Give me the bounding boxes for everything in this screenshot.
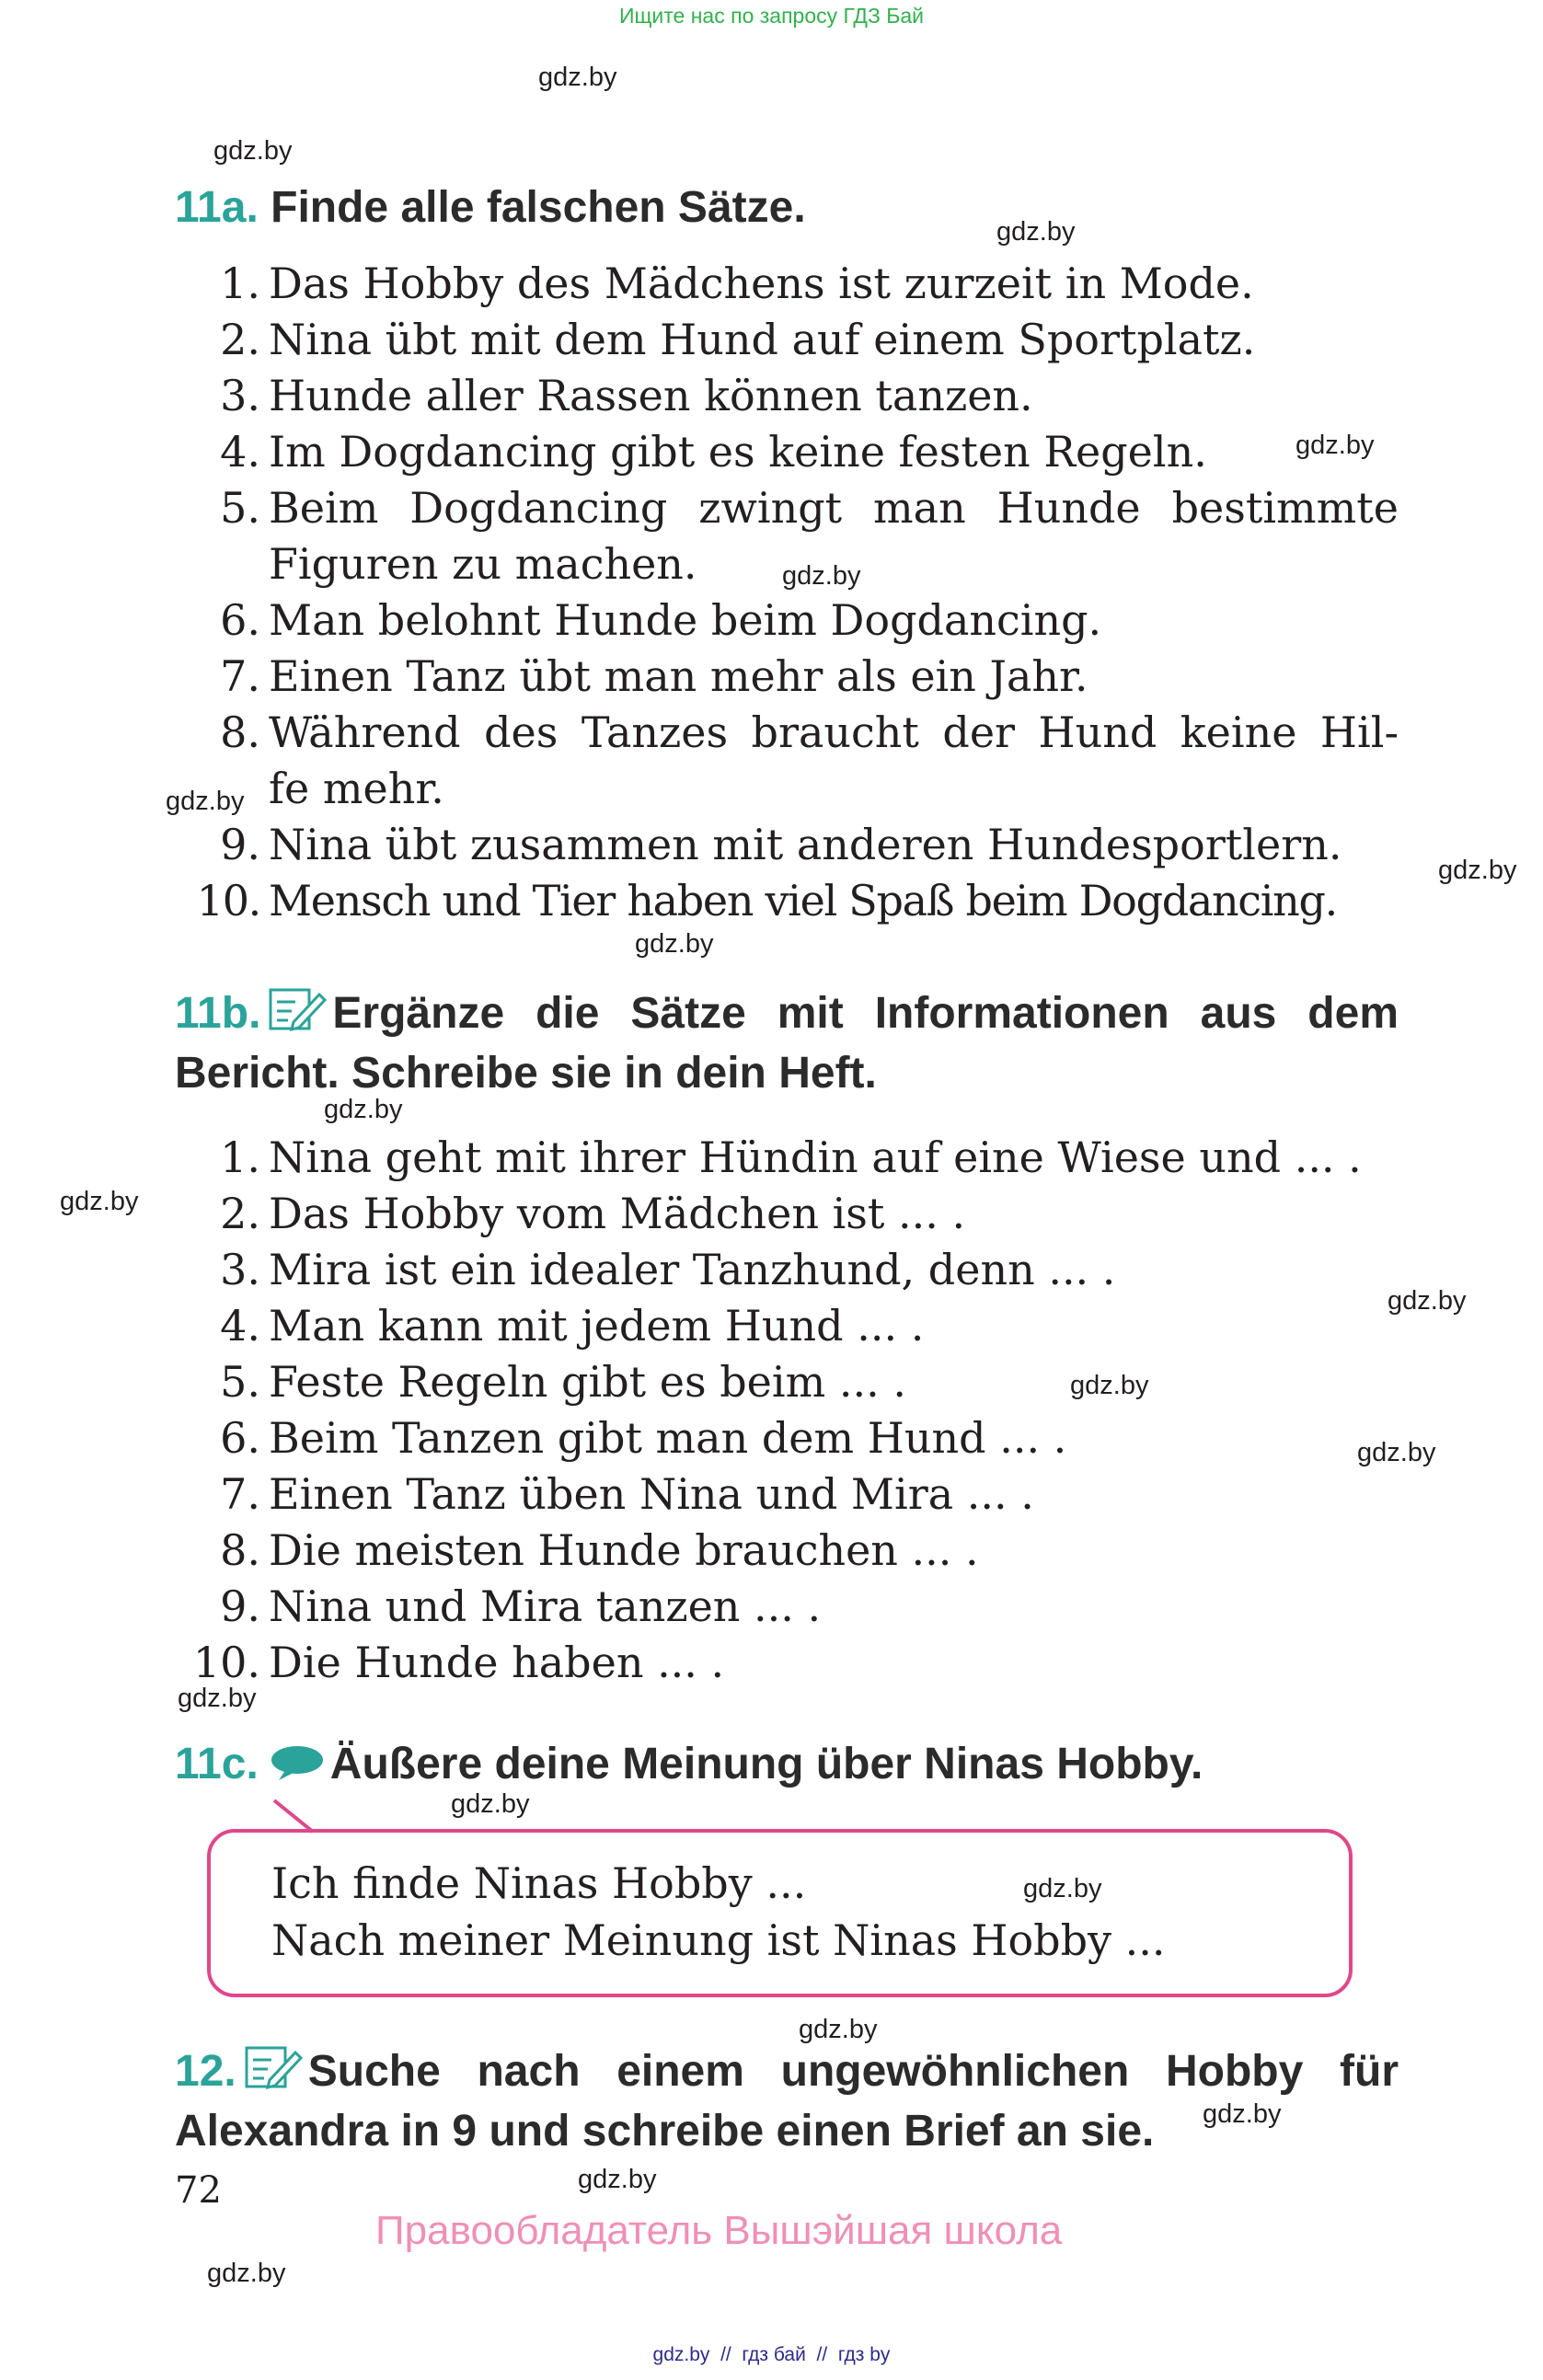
item-text: Hunde aller Rassen können tanzen.	[269, 371, 1033, 420]
item-number: 6.	[220, 595, 260, 645]
item-text: Die meisten Hunde brauchen ... .	[269, 1525, 979, 1575]
watermark: gdz.by	[1295, 431, 1375, 460]
watermark: gdz.by	[1388, 1286, 1467, 1316]
item-text: Man belohnt Hunde beim Dogdancing.	[269, 595, 1102, 645]
watermark: gdz.by	[1357, 1438, 1436, 1467]
task-title-line: Bericht. Schreibe sie in dein Heft.	[175, 1049, 877, 1098]
watermark: gdz.by	[166, 787, 245, 816]
task-number: 12.	[175, 2047, 236, 2096]
list-item	[175, 592, 1399, 648]
item-number: 1.	[220, 1133, 260, 1182]
item-number: 8.	[220, 707, 260, 757]
watermark: gdz.by	[1203, 2099, 1282, 2129]
list-item-continuation	[175, 761, 1492, 816]
watermark: gdz.by	[1438, 856, 1517, 885]
watermark: gdz.by	[324, 1095, 403, 1124]
item-number: 8.	[220, 1525, 260, 1575]
list-item	[175, 480, 1399, 535]
footer-links: gdz.by // гдз бай // гдз by	[652, 2344, 891, 2365]
list-item	[175, 1466, 1399, 1522]
list-item	[175, 1298, 1399, 1353]
item-text: Einen Tanz üben Nina und Mira ... .	[269, 1469, 1034, 1519]
watermark: gdz.by	[635, 929, 714, 959]
list-item	[175, 312, 1399, 367]
phrase-line: Nach meiner Meinung ist Ninas Hobby ...	[271, 1915, 1166, 1965]
item-text: Im Dogdancing gibt es keine festen Regeln.	[269, 427, 1207, 477]
watermark: gdz.by	[213, 136, 293, 166]
item-number: 2.	[220, 315, 260, 364]
pencil-notebook-icon	[268, 987, 327, 1046]
list-item	[175, 705, 1399, 760]
item-text: Beim Dogdancing zwingt man Hunde bestimmte	[269, 483, 1399, 533]
list-item	[175, 649, 1399, 704]
watermark: gdz.by	[60, 1187, 139, 1216]
item-number: 3.	[220, 1245, 260, 1294]
item-number: 6.	[220, 1413, 260, 1463]
list-item	[175, 256, 1399, 311]
task-title: Äußere deine Meinung über Ninas Hobby.	[329, 1740, 1203, 1788]
item-number: 10.	[192, 1638, 260, 1687]
item-text: Beim Tanzen gibt man dem Hund ... .	[269, 1413, 1067, 1463]
watermark: gdz.by	[538, 63, 617, 92]
list-item	[175, 1354, 1399, 1409]
item-text: Nina übt zusammen mit anderen Hundesportlern.	[269, 820, 1342, 869]
watermark: gdz.by	[996, 217, 1076, 247]
list-item	[175, 1130, 1399, 1185]
list-item	[175, 368, 1399, 423]
item-number: 2.	[220, 1189, 260, 1238]
speech-bubble-icon	[266, 1742, 325, 1797]
item-number: 4.	[220, 427, 260, 477]
item-number: 9.	[220, 1581, 260, 1631]
task-title-line: Alexandra in 9 und schreibe einen Brief an sie.	[175, 2107, 1155, 2156]
item-text: Feste Regeln gibt es beim ... .	[269, 1357, 906, 1407]
item-text: Nina und Mira tanzen ... .	[269, 1581, 822, 1631]
rights-notice: Правообладатель Вышэйшая школа	[375, 2208, 1063, 2253]
list-item	[175, 1523, 1399, 1578]
item-number: 3.	[220, 371, 260, 420]
item-number: 5.	[220, 483, 260, 533]
item-text: fe mehr.	[269, 764, 444, 813]
item-text: Mensch und Tier haben viel Spaß beim Dogdancing.	[269, 876, 1337, 926]
task-11b-heading	[175, 986, 1399, 1100]
item-number: 7.	[220, 1469, 260, 1519]
task-title-line: Suche nach einem ungewöhnlichen Hobby für	[307, 2047, 1399, 2096]
task-number: 11b.	[175, 989, 261, 1038]
task-number: 11c.	[175, 1740, 259, 1788]
list-item	[175, 1186, 1399, 1241]
item-number: 7.	[220, 651, 260, 701]
watermark: gdz.by	[1023, 1874, 1102, 1903]
item-text: Nina übt mit dem Hund auf einem Sportplatz.	[269, 315, 1256, 364]
item-number: 4.	[220, 1301, 260, 1351]
list-item	[175, 424, 1399, 479]
phrase-bubble	[207, 1829, 1353, 1997]
task-12-heading	[175, 2044, 1399, 2158]
task-title-line: Ergänze die Sätze mit Informationen aus dem	[332, 989, 1399, 1038]
item-text: Mira ist ein idealer Tanzhund, denn ... .	[269, 1245, 1116, 1294]
item-number: 9.	[220, 820, 260, 869]
item-text: Das Hobby vom Mädchen ist ... .	[269, 1189, 966, 1238]
phrase-line: Ich finde Ninas Hobby ...	[271, 1858, 807, 1908]
list-item	[175, 817, 1399, 872]
list-item	[175, 1635, 1399, 1690]
watermark: gdz.by	[451, 1789, 530, 1819]
item-text: Figuren zu machen.	[269, 539, 697, 589]
watermark: gdz.by	[207, 2259, 286, 2288]
item-text: Man kann mit jedem Hund ... .	[269, 1301, 925, 1351]
list-item	[175, 873, 1399, 928]
watermark: gdz.by	[178, 1684, 257, 1713]
pencil-notebook-icon	[244, 2045, 303, 2104]
task-11a-heading	[175, 180, 1399, 235]
watermark: gdz.by	[799, 2015, 878, 2044]
item-number: 1.	[220, 259, 260, 308]
item-number: 5.	[220, 1357, 260, 1407]
watermark: gdz.by	[782, 561, 861, 591]
item-text: Die Hunde haben ... .	[269, 1638, 725, 1687]
list-item	[175, 1242, 1399, 1297]
task-title: Finde alle falschen Sätze.	[271, 183, 806, 232]
top-banner: Ищите нас по запросу ГДЗ Бай	[618, 4, 925, 28]
list-item	[175, 1579, 1399, 1634]
item-text: Während des Tanzes braucht der Hund keine Hil-	[269, 707, 1399, 757]
task-number: 11a.	[175, 183, 259, 232]
item-text: Nina geht mit ihrer Hündin auf eine Wiese und ... .	[269, 1133, 1362, 1182]
list-item	[175, 1410, 1399, 1466]
item-number: 10.	[196, 876, 260, 926]
item-text: Das Hobby des Mädchens ist zurzeit in Mode.	[269, 259, 1254, 308]
list-item-continuation	[175, 536, 1492, 592]
task-11c-heading	[175, 1737, 1399, 1797]
watermark: gdz.by	[578, 2165, 657, 2194]
speech-bubble-tail	[267, 1797, 322, 1834]
watermark: gdz.by	[1070, 1371, 1149, 1400]
item-text: Einen Tanz übt man mehr als ein Jahr.	[269, 651, 1088, 701]
page-number: 72	[175, 2169, 222, 2212]
